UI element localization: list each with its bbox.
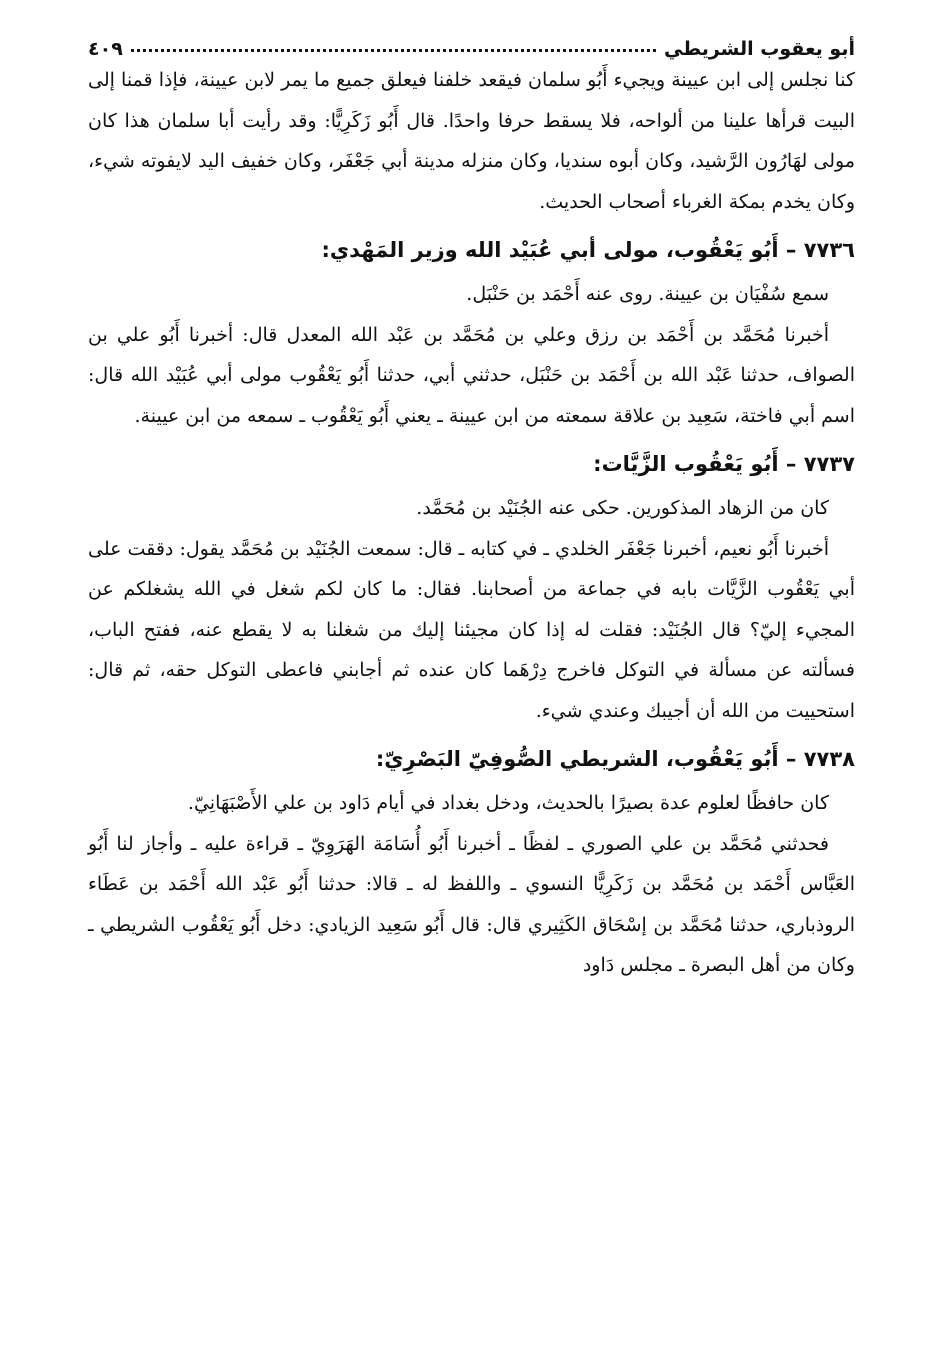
entry-heading: ٧٧٣٦ – أَبُو يَعْقُوب، مولى أبي عُبَيْد الله وزير المَهْدي:	[321, 238, 855, 262]
paragraph: كنا نجلس إلى ابن عيينة ويجيء أَبُو سلمان فيقعد خلفنا فيعلق جميع ما يمر لابن عيينة، فإذا قمنا إلى البيت قرأها علينا من ألواحه، فلا يسقط حرفا واحدًا. قال أَبُو زَكَرِيًّا: وقد رأيت أبا سلمان هذا كان مولى لهَارُون الرَّشيد، وكان أبوه سنديا، وكان منزله مدينة أبي جَعْفَر، وكان خفيف اليد لايفوته شيء، وكان يخدم بمكة الغرباء أصحاب الحديث.	[88, 69, 855, 213]
paragraph: سمع سُفْيَان بن عيينة. روى عنه أَحْمَد بن حَنْبَل.	[466, 283, 829, 305]
paragraph: أخبرنا أَبُو نعيم، أخبرنا جَعْفَر الخلدي ـ في كتابه ـ قال: سمعت الجُنَيْد بن مُحَمَّد يقول: دققت على أبي يَعْقُوب الزَّيَّات بابه في جماعة من أصحابنا. فقال: ما كان لكم شغل في الله يشغلكم عن المجيء إليّ؟ قال الجُنَيْد: فقلت له إذا كان مجيئنا إليك من شغلنا به لا يقطع عنه، ففتح الباب، فسألته عن مسألة في التوكل فاخرج دِرْهَما كان عنده ثم أجابني فاعطى التوكل حقه، ثم قال: استحييت من الله أن أجيبك وعندي شيء.	[88, 537, 855, 722]
page-body	[88, 60, 855, 986]
paragraph: أخبرنا مُحَمَّد بن أَحْمَد بن رزق وعلي بن مُحَمَّد بن عَبْد الله المعدل قال: أخبرنا أَبُو علي بن الصواف، حدثنا عَبْد الله بن أَحْمَد بن حَنْبَل، حدثني أبي، حدثنا أَبُو يَعْقُوب مولى أبي عُبَيْد الله قال: اسم أبي فاختة، سَعِيد بن علاقة سمعته من ابن عيينة ـ يعني أَبُو يَعْقُوب ـ سمعه من ابن عيينة.	[88, 323, 855, 427]
paragraph: كان حافظًا لعلوم عدة بصيرًا بالحديث، ودخل بغداد في أيام دَاود بن علي الأَصْبَهَانِيّ.	[187, 792, 829, 814]
paragraph: كان من الزهاد المذكورين. حكى عنه الجُنَيْد بن مُحَمَّد.	[416, 497, 829, 519]
entry-heading: ٧٧٣٧ – أَبُو يَعْقُوب الزَّيَّات:	[593, 452, 855, 476]
header-title: أبو يعقوب الشريطي	[664, 38, 855, 60]
entry-heading: ٧٧٣٨ – أَبُو يَعْقُوب، الشريطي الصُّوفِيّ البَصْرِيّ:	[375, 747, 855, 771]
paragraph: فحدثني مُحَمَّد بن علي الصوري ـ لفظًا ـ أخبرنا أَبُو أُسَامَة الهَرَوِيّ ـ قراءة عليه ـ وأجاز لنا أَبُو العَبَّاس أَحْمَد بن مُحَمَّد بن زَكَرِيًّا النسوي ـ واللفظ له ـ قالا: حدثنا أَبُو عَبْد الله أَحْمَد بن عَطَاء الروذباري، حدثنا مُحَمَّد بن إسْحَاق الكَثِيري قال: قال أَبُو سَعِيد الزيادي: دخل أَبُو يَعْقُوب الشريطي ـ وكان من أهل البصرة ـ مجلس دَاود	[88, 832, 855, 976]
page-number: ٤٠٩	[88, 38, 123, 60]
header-leader-dots	[131, 49, 656, 52]
running-header	[88, 22, 855, 60]
